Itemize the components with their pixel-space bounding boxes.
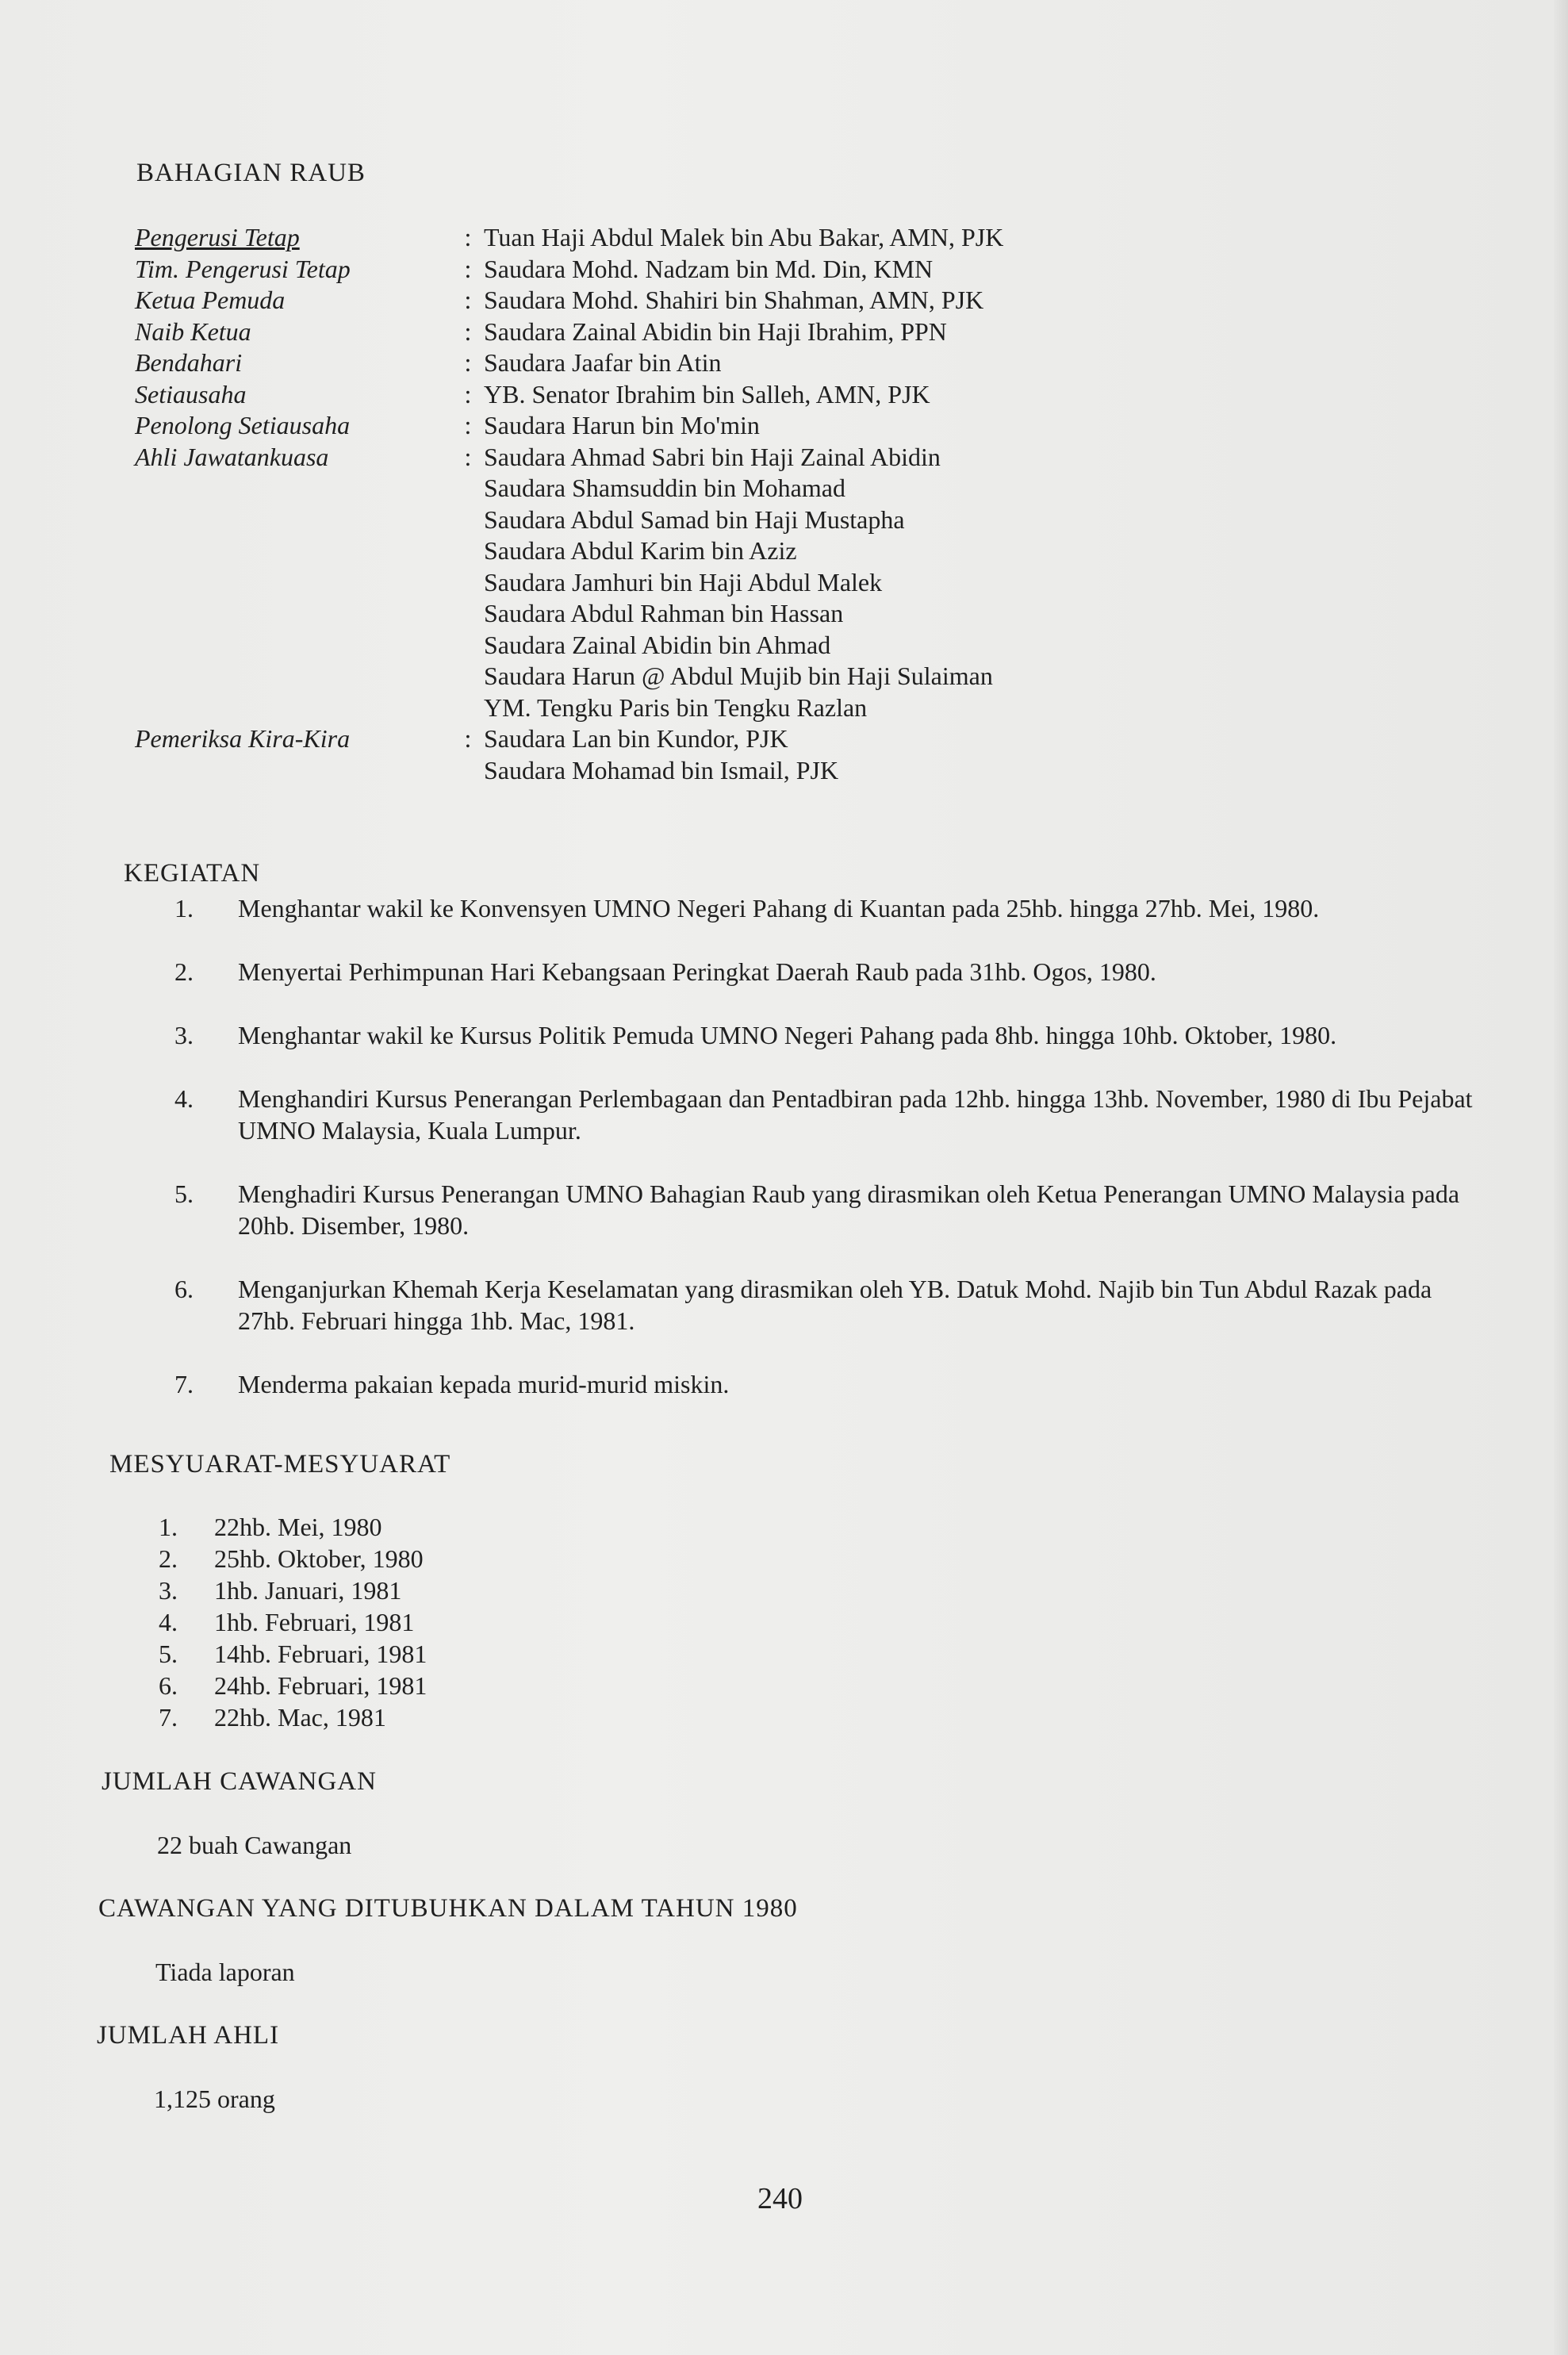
officer-colon: : — [464, 379, 472, 408]
officer-title: Setiausaha — [135, 379, 247, 408]
meeting-number: 1. — [159, 1513, 178, 1541]
officer-row — [135, 755, 1483, 787]
activity-text: Menghantar wakil ke Konvensyen UMNO Negeri Pahang di Kuantan pada 25hb. hingga 27hb. Mei, 1980. — [238, 894, 1320, 922]
officer-row — [135, 630, 1483, 662]
meeting-item — [159, 1543, 427, 1574]
activity-text: Menderma pakaian kepada murid-murid miskin. — [238, 1370, 730, 1398]
officer-name: Saudara Mohamad bin Ismail, PJK — [484, 755, 839, 784]
officer-colon — [452, 473, 484, 504]
branches-title: JUMLAH CAWANGAN — [102, 1767, 377, 1796]
officer-name: Saudara Harun @ Abdul Mujib bin Haji Sulaiman — [484, 662, 993, 690]
meetings-title: MESYUARAT-MESYUARAT — [109, 1450, 451, 1479]
officer-row — [135, 410, 1483, 442]
officer-name: Saudara Harun bin Mo'min — [484, 411, 760, 439]
meeting-date: 14hb. Februari, 1981 — [214, 1640, 427, 1668]
officer-row — [135, 442, 1483, 474]
officer-name: Saudara Mohd. Shahiri bin Shahman, AMN, PJK — [484, 286, 984, 314]
officer-name: Saudara Zainal Abidin bin Ahmad — [484, 630, 831, 659]
officer-title — [135, 692, 452, 724]
meeting-number: 3. — [159, 1576, 178, 1605]
meeting-number: 5. — [159, 1640, 178, 1668]
officer-name: Saudara Ahmad Sabri bin Haji Zainal Abidin — [484, 442, 941, 471]
officer-row — [135, 316, 1483, 348]
officer-name: Saudara Abdul Samad bin Haji Mustapha — [484, 504, 905, 534]
activity-number: 4. — [174, 1084, 194, 1113]
activity-number: 3. — [174, 1021, 194, 1049]
activity-item — [174, 1083, 1491, 1146]
activity-item — [174, 1368, 1491, 1400]
activity-item — [174, 956, 1491, 988]
officer-title: Pemeriksa Kira-Kira — [135, 724, 351, 753]
activity-item — [174, 1178, 1491, 1241]
officer-name: Saudara Jaafar bin Atin — [484, 348, 722, 377]
activity-item — [174, 892, 1491, 924]
officer-name: Saudara Abdul Karim bin Aziz — [484, 536, 797, 565]
officers-list — [135, 222, 1483, 786]
officer-colon — [452, 535, 484, 567]
page-number: 240 — [757, 2182, 803, 2215]
officer-title — [135, 598, 452, 630]
officer-title — [135, 567, 452, 599]
officer-row — [135, 347, 1483, 379]
meeting-date: 24hb. Februari, 1981 — [214, 1671, 427, 1700]
meeting-item — [159, 1701, 427, 1733]
activity-number: 1. — [174, 894, 194, 922]
officer-colon — [452, 630, 484, 662]
officer-row — [135, 254, 1483, 286]
officer-title: Penolong Setiausaha — [135, 411, 351, 439]
meeting-date: 25hb. Oktober, 1980 — [214, 1544, 424, 1573]
officer-name: Saudara Zainal Abidin bin Haji Ibrahim, PPN — [484, 316, 947, 346]
meeting-date: 1hb. Januari, 1981 — [214, 1576, 402, 1605]
branches-value: 22 buah Cawangan — [157, 1831, 352, 1859]
activity-item — [174, 1273, 1491, 1337]
meeting-item — [159, 1574, 427, 1606]
officer-colon: : — [464, 411, 472, 439]
officer-name: Tuan Haji Abdul Malek bin Abu Bakar, AMN, PJK — [484, 223, 1004, 251]
officer-name: Saudara Jamhuri bin Haji Abdul Malek — [484, 567, 883, 596]
activities-list — [174, 892, 1491, 1432]
officer-title — [135, 630, 452, 662]
officer-title — [135, 755, 452, 787]
officer-colon: : — [464, 286, 472, 314]
meeting-date: 22hb. Mac, 1981 — [214, 1703, 386, 1732]
officer-colon — [452, 755, 484, 787]
officer-title — [135, 504, 452, 536]
meeting-date: 22hb. Mei, 1980 — [214, 1513, 382, 1541]
officer-name: YB. Senator Ibrahim bin Salleh, AMN, PJK — [484, 379, 930, 408]
activity-item — [174, 1019, 1491, 1051]
meeting-number: 4. — [159, 1608, 178, 1636]
activity-number: 2. — [174, 957, 194, 986]
members-value: 1,125 orang — [154, 2085, 275, 2113]
activity-number: 7. — [174, 1370, 194, 1398]
officer-title: Ahli Jawatankuasa — [135, 442, 329, 471]
meeting-date: 1hb. Februari, 1981 — [214, 1608, 415, 1636]
activity-text: Menyertai Perhimpunan Hari Kebangsaan Peringkat Daerah Raub pada 31hb. Ogos, 1980. — [238, 957, 1156, 986]
officer-colon: : — [464, 254, 472, 283]
meeting-item — [159, 1606, 427, 1638]
activity-text: Menganjurkan Khemah Kerja Keselamatan yang dirasmikan oleh YB. Datuk Mohd. Najib bin Tun Abdul Razak pada 27hb. Februari hingga 1hb. Mac, 1981. — [238, 1275, 1432, 1335]
officer-title: Pengerusi Tetap — [135, 223, 300, 251]
officer-row — [135, 723, 1483, 755]
officer-row — [135, 535, 1483, 567]
officer-colon — [452, 504, 484, 536]
officer-colon: : — [464, 316, 472, 346]
officer-row — [135, 661, 1483, 692]
meeting-number: 7. — [159, 1703, 178, 1732]
officer-name: Saudara Abdul Rahman bin Hassan — [484, 599, 844, 627]
officer-row — [135, 222, 1483, 254]
officer-name: Saudara Lan bin Kundor, PJK — [484, 724, 788, 753]
new-branches-title: CAWANGAN YANG DITUBUHKAN DALAM TAHUN 1980 — [98, 1894, 798, 1923]
officer-row — [135, 504, 1483, 536]
meeting-item — [159, 1670, 427, 1701]
officer-row — [135, 692, 1483, 724]
officer-row — [135, 598, 1483, 630]
section-title: BAHAGIAN RAUB — [136, 159, 366, 187]
officer-colon: : — [464, 223, 472, 251]
officer-colon — [452, 567, 484, 599]
officer-name: Saudara Shamsuddin bin Mohamad — [484, 474, 845, 502]
meetings-list — [159, 1511, 427, 1733]
officer-row — [135, 567, 1483, 599]
activity-number: 5. — [174, 1179, 194, 1208]
officer-colon — [452, 598, 484, 630]
officer-name: Saudara Mohd. Nadzam bin Md. Din, KMN — [484, 254, 934, 283]
officer-title — [135, 661, 452, 692]
activity-text: Menghantar wakil ke Kursus Politik Pemuda UMNO Negeri Pahang pada 8hb. hingga 10hb. Oktober, 1980. — [238, 1021, 1337, 1049]
officer-name: YM. Tengku Paris bin Tengku Razlan — [484, 692, 868, 722]
officer-colon — [452, 692, 484, 724]
meeting-number: 6. — [159, 1671, 178, 1700]
members-title: JUMLAH AHLI — [97, 2021, 280, 2050]
activity-number: 6. — [174, 1275, 194, 1303]
activity-text: Menghandiri Kursus Penerangan Perlembagaan dan Pentadbiran pada 12hb. hingga 13hb. November, 1980 di Ibu Pejabat UMNO Malaysia, Kuala Lumpur. — [238, 1084, 1473, 1145]
new-branches-value: Tiada laporan — [155, 1958, 295, 1986]
officer-title — [135, 535, 452, 567]
activities-title: KEGIATAN — [124, 859, 261, 888]
officer-colon: : — [464, 348, 472, 377]
officer-colon — [452, 661, 484, 692]
officer-row — [135, 379, 1483, 411]
officer-title: Tim. Pengerusi Tetap — [135, 254, 351, 283]
officer-title: Naib Ketua — [135, 316, 251, 346]
officer-row — [135, 473, 1483, 504]
officer-colon: : — [464, 724, 472, 753]
meeting-item — [159, 1638, 427, 1670]
officer-row — [135, 285, 1483, 316]
meeting-number: 2. — [159, 1544, 178, 1573]
activity-text: Menghadiri Kursus Penerangan UMNO Bahagian Raub yang dirasmikan oleh Ketua Penerangan UMNO Malaysia pada 20hb. Disember, 1980. — [238, 1179, 1460, 1240]
officer-title — [135, 473, 452, 504]
officer-colon: : — [464, 442, 472, 471]
officer-title: Ketua Pemuda — [135, 286, 286, 314]
officer-title: Bendahari — [135, 348, 243, 377]
meeting-item — [159, 1511, 427, 1543]
page-edge-shadow — [1554, 0, 1568, 2355]
